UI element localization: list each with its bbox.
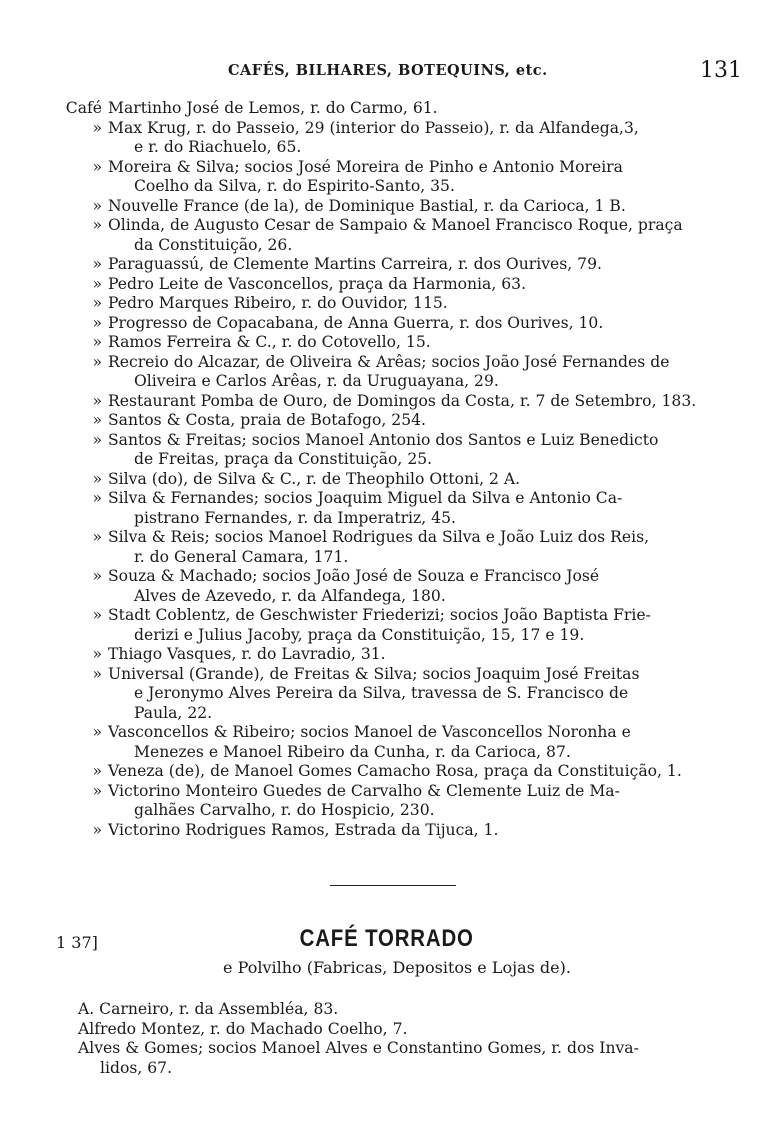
- ditto-mark: »: [92, 469, 102, 488]
- entry-line: Max Krug, r. do Passeio, 29 (interior do Passeio), r. da Alfandega,3,: [108, 118, 639, 137]
- directory-entry: [60, 489, 710, 528]
- entry-text: [108, 645, 710, 665]
- running-title: CAFÉS, BILHARES, BOTEQUINS, etc.: [228, 62, 548, 79]
- entry-line: galhães Carvalho, r. do Hospicio, 230.: [134, 801, 435, 819]
- directory-entry: [60, 528, 710, 567]
- entry-text: [108, 255, 710, 275]
- ditto-mark: »: [92, 528, 102, 546]
- entry-line: Silva & Reis; socios Manoel Rodrigues da Silva e João Luiz dos Reis,: [108, 528, 650, 546]
- directory-entry: [60, 567, 710, 606]
- ditto-mark: »: [92, 391, 102, 410]
- ditto-mark: »: [92, 781, 102, 800]
- entry-text: [108, 216, 710, 255]
- entry-line: Stadt Coblentz, de Geschwister Friederizi; socios João Baptista Frie-: [108, 606, 651, 624]
- entry-line: Nouvelle France (de la), de Dominique Bastial, r. da Carioca, 1 B.: [108, 196, 626, 215]
- directory-entry: [60, 762, 710, 782]
- entry-line: Vasconcellos & Ribeiro; socios Manoel de Vasconcellos Noronha e: [108, 723, 631, 741]
- entry-text: [108, 119, 710, 158]
- entry-line: Ramos Ferreira & C., r. do Cotovello, 15.: [108, 333, 431, 351]
- ditto-mark: »: [92, 352, 102, 371]
- entry-text: [108, 782, 710, 821]
- section-entry: [78, 1020, 710, 1040]
- directory-entry: [60, 723, 710, 762]
- entry-line: Menezes e Manoel Ribeiro da Cunha, r. da Carioca, 87.: [134, 742, 571, 761]
- ditto-mark: Café: [65, 99, 102, 117]
- entry-line: Victorino Monteiro Guedes de Carvalho & Clemente Luiz de Ma-: [108, 781, 620, 800]
- entry-line: Martinho José de Lemos, r. do Carmo, 61.: [108, 99, 438, 117]
- directory-entry: [60, 431, 710, 470]
- directory-entry: [60, 197, 710, 217]
- ditto-mark: »: [92, 118, 102, 137]
- directory-entry: [60, 353, 710, 392]
- entry-line: pistrano Fernandes, r. da Imperatriz, 45.: [134, 508, 456, 527]
- ditto-mark: »: [92, 274, 102, 293]
- directory-entry: [60, 470, 710, 490]
- ditto-mark: »: [92, 411, 102, 429]
- entry-line: Recreio do Alcazar, de Oliveira & Arêas; socios João José Fernandes de: [108, 352, 670, 371]
- ditto-mark: »: [92, 645, 102, 663]
- ditto-mark: »: [92, 489, 102, 507]
- ditto-mark: »: [92, 313, 102, 332]
- directory-entry: [60, 158, 710, 197]
- directory-entry: [60, 333, 710, 353]
- section-number: 1 37]: [56, 933, 98, 952]
- entry-text: [108, 411, 710, 431]
- ditto-mark: »: [92, 157, 102, 176]
- entry-line: Victorino Rodrigues Ramos, Estrada da Tijuca, 1.: [108, 820, 499, 839]
- directory-entry: [60, 645, 710, 665]
- entry-line: Silva (do), de Silva & C., r. de Theophilo Ottoni, 2 A.: [108, 469, 521, 488]
- entry-line: da Constituição, 26.: [134, 235, 293, 254]
- section-divider: [330, 885, 456, 886]
- entry-text: [108, 470, 710, 490]
- section-entry: [78, 1000, 710, 1020]
- directory-entry: [60, 665, 710, 724]
- entry-line: Paula, 22.: [134, 703, 213, 722]
- entry-line: e r. do Riachuelo, 65.: [134, 138, 302, 156]
- entry-text: [108, 294, 710, 314]
- entry-text: [108, 197, 710, 217]
- entry-line: Silva & Fernandes; socios Joaquim Miguel da Silva e Antonio Ca-: [108, 489, 623, 507]
- running-header: [0, 58, 768, 88]
- ditto-mark: »: [92, 762, 102, 780]
- entry-text: [108, 821, 710, 841]
- entry-line: A. Carneiro, r. da Assembléa, 83.: [78, 1000, 339, 1018]
- entry-text: [108, 392, 710, 412]
- entry-text: [108, 99, 710, 119]
- page-number: 131: [700, 58, 742, 83]
- entry-text: [108, 353, 710, 392]
- entry-line: e Jeronymo Alves Pereira da Silva, travessa de S. Francisco de: [134, 684, 629, 702]
- entry-line: Paraguassú, de Clemente Martins Carreira, r. dos Ourives, 79.: [108, 255, 602, 273]
- section-entry-list: [78, 1000, 710, 1078]
- ditto-mark: »: [92, 196, 102, 215]
- ditto-mark: »: [92, 430, 102, 449]
- entry-line: Pedro Marques Ribeiro, r. do Ouvidor, 115.: [108, 294, 448, 312]
- entry-line: Coelho da Silva, r. do Espirito-Santo, 35.: [134, 177, 455, 195]
- entry-line: Veneza (de), de Manoel Gomes Camacho Rosa, praça da Constituição, 1.: [108, 762, 682, 780]
- entry-text: [108, 606, 710, 645]
- directory-entry: [60, 216, 710, 255]
- entry-line: derizi e Julius Jacoby, praça da Constituição, 15, 17 e 19.: [134, 625, 585, 644]
- directory-entry: [60, 275, 710, 295]
- ditto-mark: »: [92, 820, 102, 839]
- entry-text: [108, 431, 710, 470]
- directory-entry: [60, 294, 710, 314]
- entry-line: de Freitas, praça da Constituição, 25.: [134, 450, 433, 468]
- ditto-mark: »: [92, 255, 102, 273]
- entry-text: [108, 665, 710, 724]
- entry-line: Moreira & Silva; socios José Moreira de Pinho e Antonio Moreira: [108, 157, 623, 176]
- ditto-mark: »: [92, 606, 102, 624]
- entry-line: r. do General Camara, 171.: [134, 547, 349, 566]
- entry-line: lidos, 67.: [100, 1058, 173, 1077]
- directory-entry: [60, 255, 710, 275]
- entry-text: [108, 158, 710, 197]
- entry-text: [108, 333, 710, 353]
- ditto-mark: »: [92, 294, 102, 312]
- entry-line: Thiago Vasques, r. do Lavradio, 31.: [108, 645, 386, 663]
- section-subtitle: e Polvilho (Fabricas, Depositos e Lojas de).: [223, 958, 571, 977]
- ditto-mark: »: [92, 567, 102, 585]
- entry-line: Progresso de Copacabana, de Anna Guerra, r. dos Ourives, 10.: [108, 313, 604, 332]
- entry-line: Restaurant Pomba de Ouro, de Domingos da Costa, r. 7 de Setembro, 183.: [108, 391, 697, 410]
- entry-text: [108, 528, 710, 567]
- entry-text: [108, 314, 710, 334]
- entry-line: Pedro Leite de Vasconcellos, praça da Harmonia, 63.: [108, 274, 527, 293]
- entry-line: Santos & Costa, praia de Botafogo, 254.: [108, 411, 426, 429]
- entry-text: [108, 489, 710, 528]
- entry-text: [108, 567, 710, 606]
- directory-entry: [60, 99, 710, 119]
- ditto-mark: »: [92, 664, 102, 683]
- directory-entry: [60, 411, 710, 431]
- directory-entry: [60, 119, 710, 158]
- directory-entry: [60, 314, 710, 334]
- entry-line: Alfredo Montez, r. do Machado Coelho, 7.: [78, 1019, 408, 1038]
- entry-line: Alves de Azevedo, r. da Alfandega, 180.: [134, 586, 446, 605]
- entry-line: Olinda, de Augusto Cesar de Sampaio & Manoel Francisco Roque, praça: [108, 216, 683, 234]
- directory-entry: [60, 392, 710, 412]
- entry-line: Universal (Grande), de Freitas & Silva; socios Joaquim José Freitas: [108, 664, 640, 683]
- section-entry: [78, 1039, 710, 1078]
- directory-entry: [60, 782, 710, 821]
- ditto-mark: »: [92, 333, 102, 351]
- entry-line: Santos & Freitas; socios Manoel Antonio dos Santos e Luiz Benedicto: [108, 430, 659, 449]
- entry-text: [108, 762, 710, 782]
- directory-entry: [60, 821, 710, 841]
- entry-text: [108, 723, 710, 762]
- entry-line: Souza & Machado; socios João José de Souza e Francisco José: [108, 567, 600, 585]
- entry-list: [60, 99, 710, 840]
- ditto-mark: »: [92, 216, 102, 234]
- entry-text: [108, 275, 710, 295]
- ditto-mark: »: [92, 723, 102, 741]
- directory-entry: [60, 606, 710, 645]
- entry-line: Alves & Gomes; socios Manoel Alves e Constantino Gomes, r. dos Inva-: [78, 1039, 639, 1057]
- entry-line: Oliveira e Carlos Arêas, r. da Uruguayana, 29.: [134, 372, 499, 390]
- section-title: CAFÉ TORRADO: [299, 925, 474, 952]
